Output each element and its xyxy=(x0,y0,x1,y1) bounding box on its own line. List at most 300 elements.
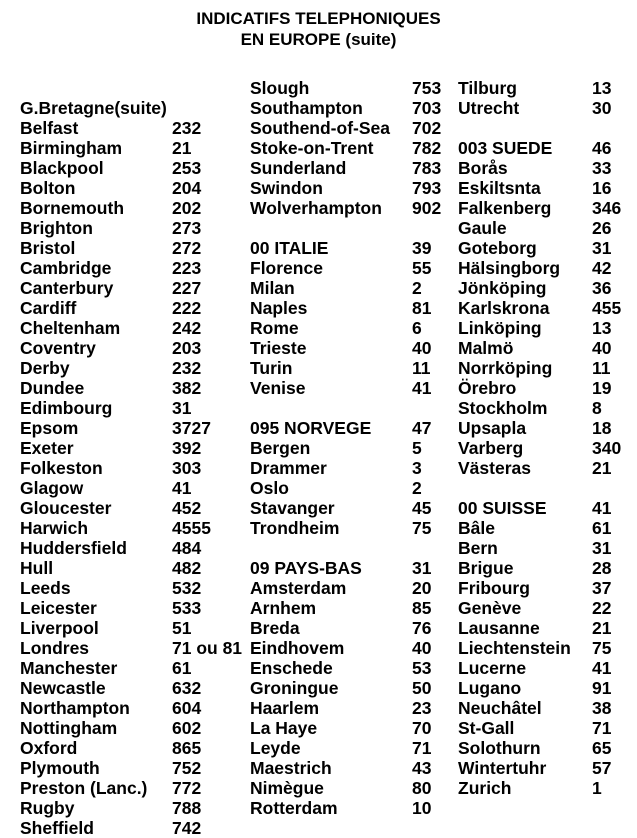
dialing-code: 5 xyxy=(412,438,422,458)
dialing-code: 392 xyxy=(172,438,202,458)
directory-row xyxy=(20,218,250,238)
directory-row xyxy=(250,738,450,758)
place-name: Bâle xyxy=(458,518,495,538)
dialing-code: 30 xyxy=(592,98,612,118)
place-name: 095 NORVEGE xyxy=(250,418,372,438)
place-name: Huddersfield xyxy=(20,538,127,558)
dialing-code: 3 xyxy=(412,458,422,478)
directory-row xyxy=(20,478,250,498)
dialing-code: 21 xyxy=(172,138,192,158)
dialing-code: 783 xyxy=(412,158,442,178)
dialing-code: 42 xyxy=(592,258,612,278)
dialing-code: 3727 xyxy=(172,418,211,438)
place-name: Sheffield xyxy=(20,818,94,838)
directory-row xyxy=(250,238,450,258)
directory-row xyxy=(458,758,633,778)
directory-row xyxy=(250,398,450,418)
directory-row xyxy=(20,758,250,778)
directory-row xyxy=(458,678,633,698)
dialing-code: 2 xyxy=(412,278,422,298)
place-name: Gaule xyxy=(458,218,507,238)
place-name: Amsterdam xyxy=(250,578,347,598)
dialing-code: 36 xyxy=(592,278,612,298)
directory-row xyxy=(250,138,450,158)
directory-row xyxy=(458,458,633,478)
dialing-code: 10 xyxy=(412,798,432,818)
dialing-code: 482 xyxy=(172,558,202,578)
place-name: Preston (Lanc.) xyxy=(20,778,148,798)
place-name: Belfast xyxy=(20,118,79,138)
place-name: Turin xyxy=(250,358,293,378)
directory-row xyxy=(20,578,250,598)
directory-row xyxy=(458,118,633,138)
place-name: Varberg xyxy=(458,438,524,458)
dialing-code: 788 xyxy=(172,798,202,818)
place-name: Hull xyxy=(20,558,54,578)
dialing-code: 20 xyxy=(412,578,432,598)
directory-row xyxy=(20,618,250,638)
dialing-code: 31 xyxy=(172,398,192,418)
directory-row xyxy=(458,658,633,678)
place-name: Stavanger xyxy=(250,498,335,518)
directory-row xyxy=(250,638,450,658)
directory-row xyxy=(458,498,633,518)
place-name: Brigue xyxy=(458,558,514,578)
directory-row xyxy=(458,178,633,198)
directory-row xyxy=(250,798,450,818)
dialing-code: 202 xyxy=(172,198,202,218)
dialing-code: 43 xyxy=(412,758,432,778)
dialing-code: 45 xyxy=(412,498,432,518)
place-name: Plymouth xyxy=(20,758,100,778)
place-name: Haarlem xyxy=(250,698,320,718)
place-name: Rotterdam xyxy=(250,798,338,818)
directory-row xyxy=(20,818,250,838)
dialing-code: 41 xyxy=(592,498,612,518)
place-name: Brighton xyxy=(20,218,93,238)
directory-row xyxy=(458,158,633,178)
dialing-code: 41 xyxy=(172,478,192,498)
dialing-code: 8 xyxy=(592,398,602,418)
directory-row xyxy=(458,218,633,238)
column-3 xyxy=(458,78,633,798)
directory-row xyxy=(20,498,250,518)
place-name: Florence xyxy=(250,258,323,278)
dialing-code: 41 xyxy=(412,378,432,398)
directory-row xyxy=(458,738,633,758)
directory-row xyxy=(20,158,250,178)
place-name: Leicester xyxy=(20,598,97,618)
directory-row xyxy=(250,298,450,318)
dialing-code: 71 ou 81 xyxy=(172,638,243,658)
dialing-code: 23 xyxy=(412,698,432,718)
dialing-code: 632 xyxy=(172,678,202,698)
directory-row xyxy=(458,538,633,558)
directory-row xyxy=(458,438,633,458)
directory-row xyxy=(458,618,633,638)
directory-row xyxy=(250,658,450,678)
place-name: Newcastle xyxy=(20,678,106,698)
column-1 xyxy=(20,78,250,838)
directory-row xyxy=(458,278,633,298)
place-name: Lausanne xyxy=(458,618,540,638)
place-name: Dundee xyxy=(20,378,85,398)
dialing-code: 902 xyxy=(412,198,442,218)
directory-row xyxy=(20,318,250,338)
place-name: Oslo xyxy=(250,478,289,498)
directory-row xyxy=(458,478,633,498)
directory-row xyxy=(20,738,250,758)
dialing-code: 793 xyxy=(412,178,442,198)
place-name: Breda xyxy=(250,618,300,638)
directory-row xyxy=(458,98,633,118)
dialing-code: 484 xyxy=(172,538,202,558)
place-name: Bristol xyxy=(20,238,76,258)
directory-row xyxy=(250,358,450,378)
directory-row xyxy=(20,378,250,398)
dialing-code: 2 xyxy=(412,478,422,498)
dialing-code: 55 xyxy=(412,258,432,278)
place-name: Southend-of-Sea xyxy=(250,118,390,138)
place-name: Neuchâtel xyxy=(458,698,542,718)
directory-row xyxy=(458,638,633,658)
dialing-code: 346 xyxy=(592,198,622,218)
place-name: Glagow xyxy=(20,478,84,498)
place-name: Örebro xyxy=(458,378,517,398)
place-name: Leeds xyxy=(20,578,71,598)
place-name: Southampton xyxy=(250,98,363,118)
dialing-code: 452 xyxy=(172,498,202,518)
dialing-code: 702 xyxy=(412,118,442,138)
directory-row xyxy=(20,598,250,618)
dialing-code: 602 xyxy=(172,718,202,738)
directory-row xyxy=(20,558,250,578)
dialing-code: 11 xyxy=(412,358,431,378)
dialing-code: 53 xyxy=(412,658,432,678)
dialing-code: 340 xyxy=(592,438,622,458)
directory-row xyxy=(250,538,450,558)
dialing-code: 232 xyxy=(172,118,202,138)
dialing-code: 22 xyxy=(592,598,612,618)
directory-row xyxy=(20,398,250,418)
dialing-code: 1 xyxy=(592,778,602,798)
directory-row xyxy=(20,538,250,558)
directory-row xyxy=(250,418,450,438)
dialing-code: 40 xyxy=(412,338,432,358)
directory-row xyxy=(250,598,450,618)
place-name: Groningue xyxy=(250,678,339,698)
directory-row xyxy=(20,118,250,138)
place-name: Epsom xyxy=(20,418,79,438)
directory-row xyxy=(20,638,250,658)
directory-row xyxy=(250,478,450,498)
dialing-code: 303 xyxy=(172,458,202,478)
directory-row xyxy=(250,458,450,478)
place-name: Solothurn xyxy=(458,738,541,758)
directory-row xyxy=(250,338,450,358)
directory-row xyxy=(20,778,250,798)
place-name: Gloucester xyxy=(20,498,112,518)
dialing-code: 532 xyxy=(172,578,202,598)
place-name: Trieste xyxy=(250,338,307,358)
place-name: Northampton xyxy=(20,698,130,718)
dialing-code: 21 xyxy=(592,458,612,478)
place-name: Bolton xyxy=(20,178,76,198)
place-name: Edimbourg xyxy=(20,398,113,418)
directory-row xyxy=(458,138,633,158)
place-name: Eskiltsnta xyxy=(458,178,541,198)
place-name: Bern xyxy=(458,538,498,558)
place-name: Norrköping xyxy=(458,358,553,378)
directory-row xyxy=(458,198,633,218)
directory-row xyxy=(20,418,250,438)
place-name: Utrecht xyxy=(458,98,520,118)
place-name: Linköping xyxy=(458,318,542,338)
place-name: Falkenberg xyxy=(458,198,552,218)
place-name: Cambridge xyxy=(20,258,112,278)
directory-row xyxy=(250,318,450,338)
place-name: 00 SUISSE xyxy=(458,498,547,518)
directory-row xyxy=(250,378,450,398)
dialing-code: 865 xyxy=(172,738,202,758)
directory-row xyxy=(250,618,450,638)
directory-row xyxy=(250,438,450,458)
place-name: Bergen xyxy=(250,438,311,458)
directory-row xyxy=(458,238,633,258)
dialing-code: 71 xyxy=(412,738,432,758)
directory-row xyxy=(20,438,250,458)
directory-row xyxy=(20,358,250,378)
dialing-code: 33 xyxy=(592,158,612,178)
place-name: Milan xyxy=(250,278,295,298)
dialing-code: 40 xyxy=(592,338,612,358)
place-name: Karlskrona xyxy=(458,298,550,318)
directory-row xyxy=(250,118,450,138)
place-name: G.Bretagne(suite) xyxy=(20,98,167,118)
place-name: Upsapla xyxy=(458,418,527,438)
dialing-code: 80 xyxy=(412,778,432,798)
directory-row xyxy=(458,518,633,538)
dialing-code: 57 xyxy=(592,758,612,778)
directory-row xyxy=(20,278,250,298)
place-name: Malmö xyxy=(458,338,514,358)
page-title-line-2: EN EUROPE (suite) xyxy=(240,30,397,49)
dialing-code: 223 xyxy=(172,258,202,278)
directory-row xyxy=(250,158,450,178)
directory-row xyxy=(20,238,250,258)
dialing-code: 232 xyxy=(172,358,202,378)
directory-row xyxy=(20,258,250,278)
directory-row xyxy=(250,778,450,798)
directory-row xyxy=(458,778,633,798)
place-name: Hälsingborg xyxy=(458,258,561,278)
directory-row xyxy=(458,258,633,278)
place-name: St-Gall xyxy=(458,718,515,738)
dialing-code: 28 xyxy=(592,558,612,578)
place-name: Västeras xyxy=(458,458,531,478)
dialing-code: 37 xyxy=(592,578,612,598)
place-name: Liechtenstein xyxy=(458,638,571,658)
place-name: Liverpool xyxy=(20,618,99,638)
place-name: Arnhem xyxy=(250,598,317,618)
dialing-code: 70 xyxy=(412,718,432,738)
dialing-code: 21 xyxy=(592,618,612,638)
place-name: Swindon xyxy=(250,178,323,198)
place-name: Manchester xyxy=(20,658,118,678)
directory-row xyxy=(250,218,450,238)
dialing-code: 91 xyxy=(592,678,612,698)
dialing-code: 703 xyxy=(412,98,442,118)
place-name: Folkeston xyxy=(20,458,103,478)
directory-row xyxy=(458,598,633,618)
directory-row xyxy=(250,498,450,518)
dialing-code: 26 xyxy=(592,218,612,238)
place-name: Harwich xyxy=(20,518,89,538)
directory-row xyxy=(458,558,633,578)
place-name: Lucerne xyxy=(458,658,527,678)
place-name: Rome xyxy=(250,318,299,338)
dialing-code: 39 xyxy=(412,238,432,258)
place-name: Naples xyxy=(250,298,308,318)
place-name: Exeter xyxy=(20,438,74,458)
directory-row xyxy=(20,298,250,318)
place-name: Stoke-on-Trent xyxy=(250,138,374,158)
directory-row xyxy=(250,558,450,578)
place-name: Birmingham xyxy=(20,138,123,158)
dialing-code: 18 xyxy=(592,418,612,438)
dialing-code: 51 xyxy=(172,618,192,638)
dialing-code: 71 xyxy=(592,718,612,738)
directory-row xyxy=(20,78,250,98)
place-name: Derby xyxy=(20,358,70,378)
dialing-code: 782 xyxy=(412,138,442,158)
dialing-code: 772 xyxy=(172,778,202,798)
place-name: Bornemouth xyxy=(20,198,125,218)
place-name: Wolverhampton xyxy=(250,198,382,218)
place-name: Blackpool xyxy=(20,158,104,178)
dialing-code: 40 xyxy=(412,638,432,658)
place-name: Cardiff xyxy=(20,298,77,318)
dialing-code: 752 xyxy=(172,758,202,778)
place-name: Genève xyxy=(458,598,522,618)
dialing-code: 75 xyxy=(592,638,612,658)
dialing-code: 272 xyxy=(172,238,202,258)
place-name: Jönköping xyxy=(458,278,547,298)
directory-row xyxy=(20,698,250,718)
directory-row xyxy=(250,78,450,98)
directory-row xyxy=(458,378,633,398)
dialing-code: 13 xyxy=(592,318,612,338)
directory-row xyxy=(250,518,450,538)
directory-row xyxy=(20,98,250,118)
directory-row xyxy=(20,658,250,678)
place-name: Zurich xyxy=(458,778,512,798)
place-name: 09 PAYS-BAS xyxy=(250,558,362,578)
directory-row xyxy=(250,198,450,218)
dialing-code: 533 xyxy=(172,598,202,618)
directory-row xyxy=(250,258,450,278)
directory-row xyxy=(458,718,633,738)
directory-row xyxy=(458,578,633,598)
place-name: Coventry xyxy=(20,338,96,358)
place-name: Goteborg xyxy=(458,238,537,258)
directory-row xyxy=(250,718,450,738)
directory-row xyxy=(458,318,633,338)
dialing-code: 222 xyxy=(172,298,202,318)
place-name: Canterbury xyxy=(20,278,114,298)
dialing-code: 11 xyxy=(592,358,611,378)
dialing-code: 204 xyxy=(172,178,202,198)
dialing-code: 604 xyxy=(172,698,202,718)
directory-row xyxy=(20,178,250,198)
directory-row xyxy=(458,78,633,98)
dialing-code: 6 xyxy=(412,318,422,338)
place-name: 00 ITALIE xyxy=(250,238,329,258)
dialing-code: 382 xyxy=(172,378,202,398)
place-name: Rugby xyxy=(20,798,75,818)
directory-row xyxy=(20,798,250,818)
dialing-code: 273 xyxy=(172,218,202,238)
dialing-code: 85 xyxy=(412,598,432,618)
place-name: Venise xyxy=(250,378,306,398)
dialing-code: 76 xyxy=(412,618,432,638)
dialing-code: 31 xyxy=(592,238,612,258)
place-name: Borås xyxy=(458,158,508,178)
directory-row xyxy=(250,698,450,718)
dialing-code: 38 xyxy=(592,698,612,718)
place-name: Drammer xyxy=(250,458,327,478)
place-name: Tilburg xyxy=(458,78,517,98)
place-name: Londres xyxy=(20,638,90,658)
dialing-code: 742 xyxy=(172,818,202,838)
place-name: Leyde xyxy=(250,738,301,758)
directory-row xyxy=(250,758,450,778)
dialing-code: 61 xyxy=(592,518,612,538)
dialing-code: 16 xyxy=(592,178,612,198)
directory-row xyxy=(458,698,633,718)
dialing-code: 19 xyxy=(592,378,612,398)
place-name: Stockholm xyxy=(458,398,548,418)
place-name: Nimègue xyxy=(250,778,324,798)
place-name: Enschede xyxy=(250,658,333,678)
directory-row xyxy=(250,578,450,598)
directory-row xyxy=(20,338,250,358)
dialing-code: 61 xyxy=(172,658,192,678)
directory-row xyxy=(20,718,250,738)
place-name: La Haye xyxy=(250,718,318,738)
dialing-code: 50 xyxy=(412,678,432,698)
page-title-line-1: INDICATIFS TELEPHONIQUES xyxy=(196,9,441,28)
dialing-code: 65 xyxy=(592,738,612,758)
dialing-code: 13 xyxy=(592,78,612,98)
place-name: Oxford xyxy=(20,738,78,758)
dialing-code: 46 xyxy=(592,138,612,158)
directory-row xyxy=(458,418,633,438)
place-name: Sunderland xyxy=(250,158,347,178)
dialing-code: 753 xyxy=(412,78,442,98)
dialing-code: 81 xyxy=(412,298,432,318)
dialing-code: 203 xyxy=(172,338,202,358)
place-name: Cheltenham xyxy=(20,318,121,338)
dialing-code: 242 xyxy=(172,318,202,338)
dialing-code: 4555 xyxy=(172,518,211,538)
directory-row xyxy=(20,458,250,478)
dialing-code: 253 xyxy=(172,158,202,178)
dialing-code: 455 xyxy=(592,298,622,318)
directory-row xyxy=(250,98,450,118)
column-2 xyxy=(250,78,450,818)
dialing-code: 31 xyxy=(412,558,432,578)
